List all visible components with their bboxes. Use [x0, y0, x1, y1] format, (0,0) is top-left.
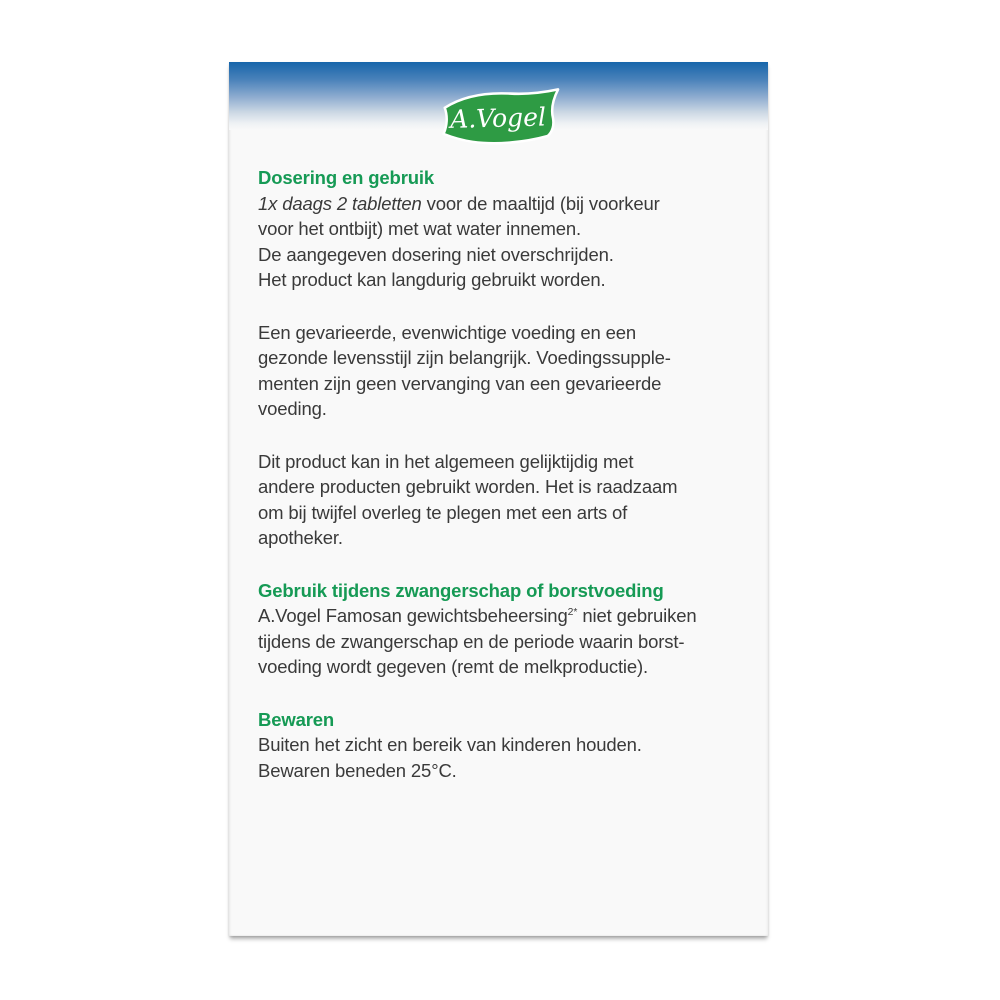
logo-text: A.Vogel — [449, 102, 546, 134]
label-text — [258, 165, 742, 810]
text-line — [258, 603, 742, 629]
text-line: voeding wordt gegeven (remt de melkproductie). — [258, 656, 649, 677]
text-line: om bij twijfel overleg te plegen met een arts of — [258, 501, 628, 523]
text-line: tijdens de zwangerschap en de periode waarin borst- — [258, 630, 685, 652]
text-line: Dit product kan in het algemeen gelijktijdig met — [258, 450, 634, 472]
text-line: De aangegeven dosering niet overschrijden. — [258, 243, 614, 265]
text-line — [258, 191, 742, 217]
avogel-logo — [434, 88, 563, 145]
text-line: Buiten het zicht en bereik van kinderen houden. — [258, 734, 642, 755]
package-top-gradient — [229, 62, 768, 134]
zwangerschap-pre: A.Vogel Famosan gewichtsbeheersing — [258, 605, 568, 626]
text-line: apotheker. — [258, 527, 343, 548]
bewaren-heading: Bewaren — [258, 708, 335, 730]
text-line: voeding. — [258, 398, 327, 419]
text-line: Het product kan langdurig gebruikt worden. — [258, 269, 606, 290]
dosage-italic: 1x daags 2 tabletten — [258, 192, 422, 214]
section-bewaren — [258, 707, 742, 784]
footnote-marker: 2* — [567, 606, 578, 618]
text-line: voor het ontbijt) met wat water innemen. — [258, 218, 582, 239]
dosage-rest: voor de maaltijd (bij voorkeur — [421, 192, 660, 214]
text-line: gezonde levensstijl zijn belangrijk. Voedingssupple- — [258, 347, 671, 368]
zwangerschap-heading: Gebruik tijdens zwangerschap of borstvoeding — [258, 579, 664, 601]
paragraph-combinatie — [258, 449, 742, 551]
text-line: Een gevarieerde, evenwichtige voeding en een — [258, 321, 637, 343]
text-line: andere producten gebruikt worden. Het is raadzaam — [258, 476, 678, 497]
section-dosering — [258, 165, 742, 293]
text-line: menten zijn geen vervanging van een gevarieerde — [258, 372, 662, 394]
package-box — [229, 62, 768, 936]
zwangerschap-post: niet gebruiken — [577, 605, 697, 626]
section-zwangerschap — [258, 578, 742, 680]
text-line: Bewaren beneden 25°C. — [258, 759, 457, 781]
paragraph-voeding — [258, 320, 742, 422]
dosering-heading: Dosering en gebruik — [258, 167, 435, 188]
